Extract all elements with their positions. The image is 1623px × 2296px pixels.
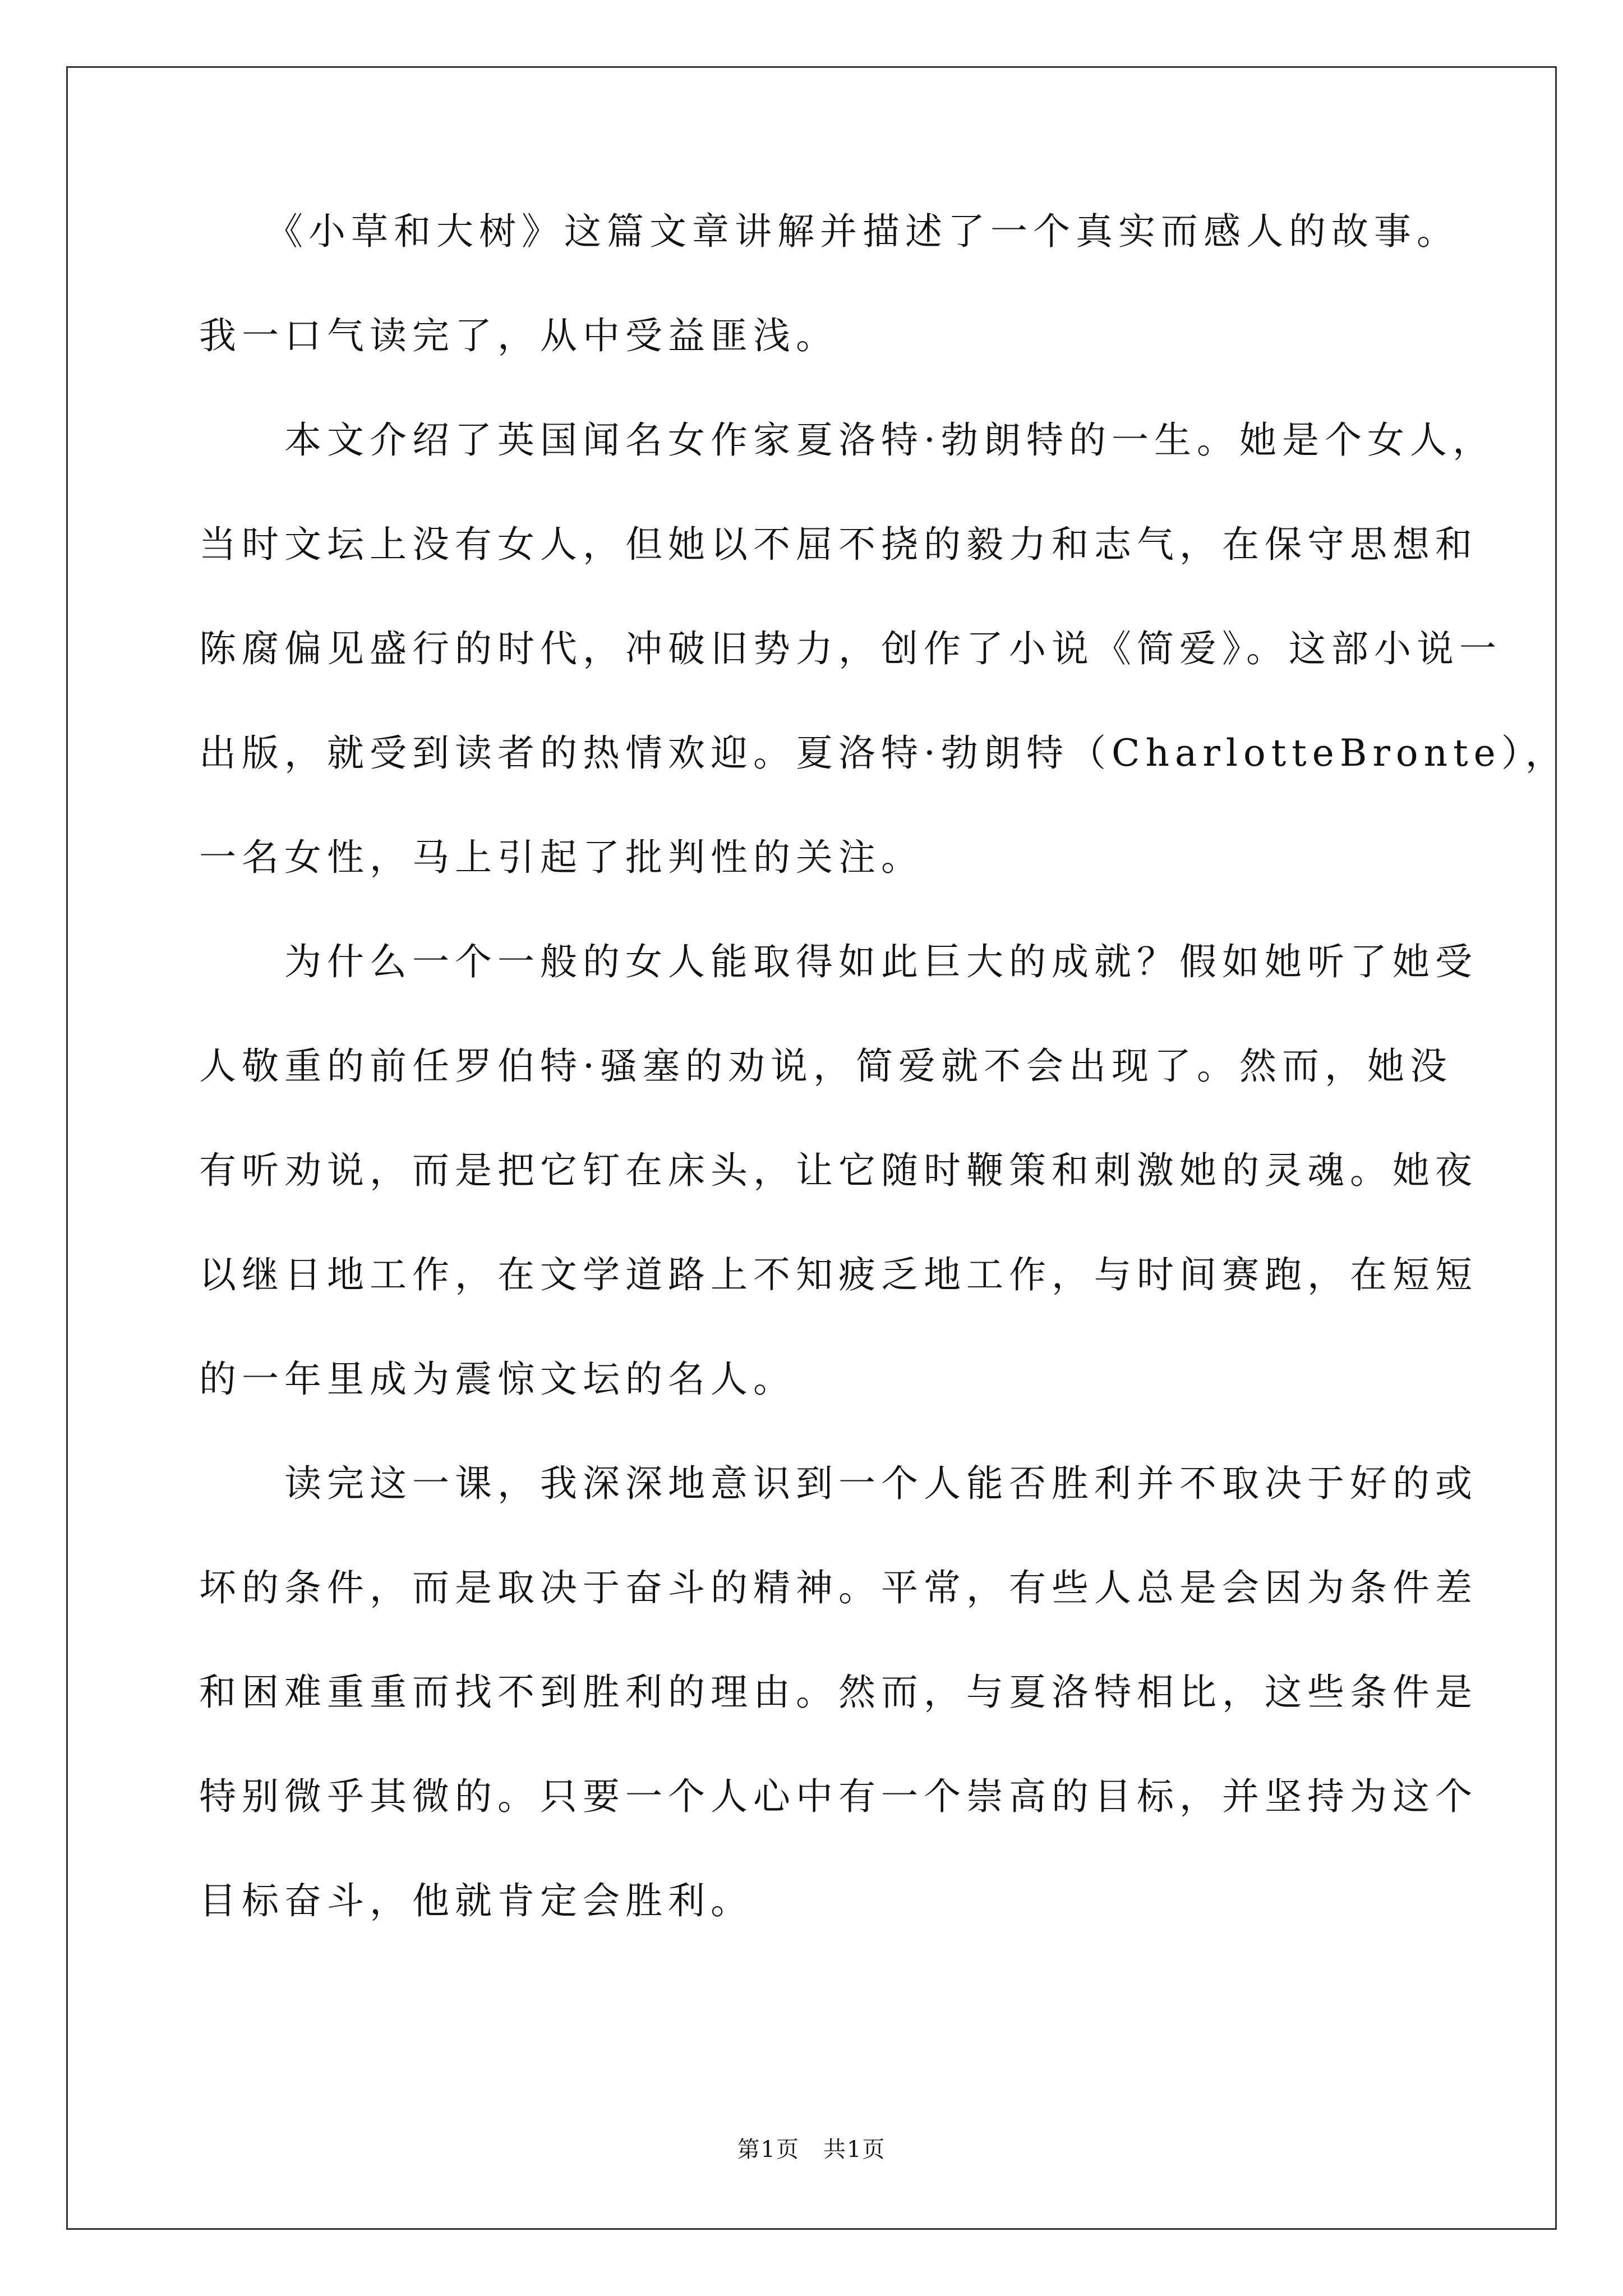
text-line: 以继日地工作，在文学道路上不知疲乏地工作，与时间赛跑，在短短 <box>199 1253 1478 1296</box>
text-line: 和困难重重而找不到胜利的理由。然而，与夏洛特相比，这些条件是 <box>199 1671 1478 1714</box>
text-line: 出版，就受到读者的热情欢迎。夏洛特·勃朗特（CharlotteBronte）， <box>199 731 1568 775</box>
text-line: 有听劝说，而是把它钉在床头，让它随时鞭策和刺激她的灵魂。她夜 <box>199 1149 1478 1192</box>
text-line: 目标奋斗，他就肯定会胜利。 <box>199 1879 753 1922</box>
text-line: 坏的条件，而是取决于奋斗的精神。平常，有些人总是会因为条件差 <box>199 1566 1478 1609</box>
text-line: 一名女性，马上引起了批判性的关注。 <box>199 836 924 879</box>
document-body <box>199 210 1568 1987</box>
text-line: 本文介绍了英国闻名女作家夏洛特·勃朗特的一生。她是个女人， <box>199 418 1495 462</box>
text-line: 《小草和大树》这篇文章讲解并描述了一个真实而感人的故事。 <box>199 210 1459 253</box>
text-line: 读完这一课，我深深地意识到一个人能否胜利并不取决于好的或 <box>199 1462 1478 1505</box>
text-line: 为什么一个一般的女人能取得如此巨大的成就？假如她听了她受 <box>199 940 1478 983</box>
page-footer: 第1页 共1页 <box>737 2137 886 2162</box>
text-line: 的一年里成为震惊文坛的名人。 <box>199 1358 796 1401</box>
text-line: 陈腐偏见盛行的时代，冲破旧势力，创作了小说《简爱》。这部小说一 <box>199 627 1502 670</box>
text-line: 特别微乎其微的。只要一个人心中有一个崇高的目标，并坚持为这个 <box>199 1775 1478 1818</box>
text-line: 当时文坛上没有女人，但她以不屈不挠的毅力和志气，在保守思想和 <box>199 523 1478 566</box>
text-line: 我一口气读完了，从中受益匪浅。 <box>199 314 838 357</box>
text-line: 人敬重的前任罗伯特·骚塞的劝说，简爱就不会出现了。然而，她没 <box>199 1045 1453 1088</box>
